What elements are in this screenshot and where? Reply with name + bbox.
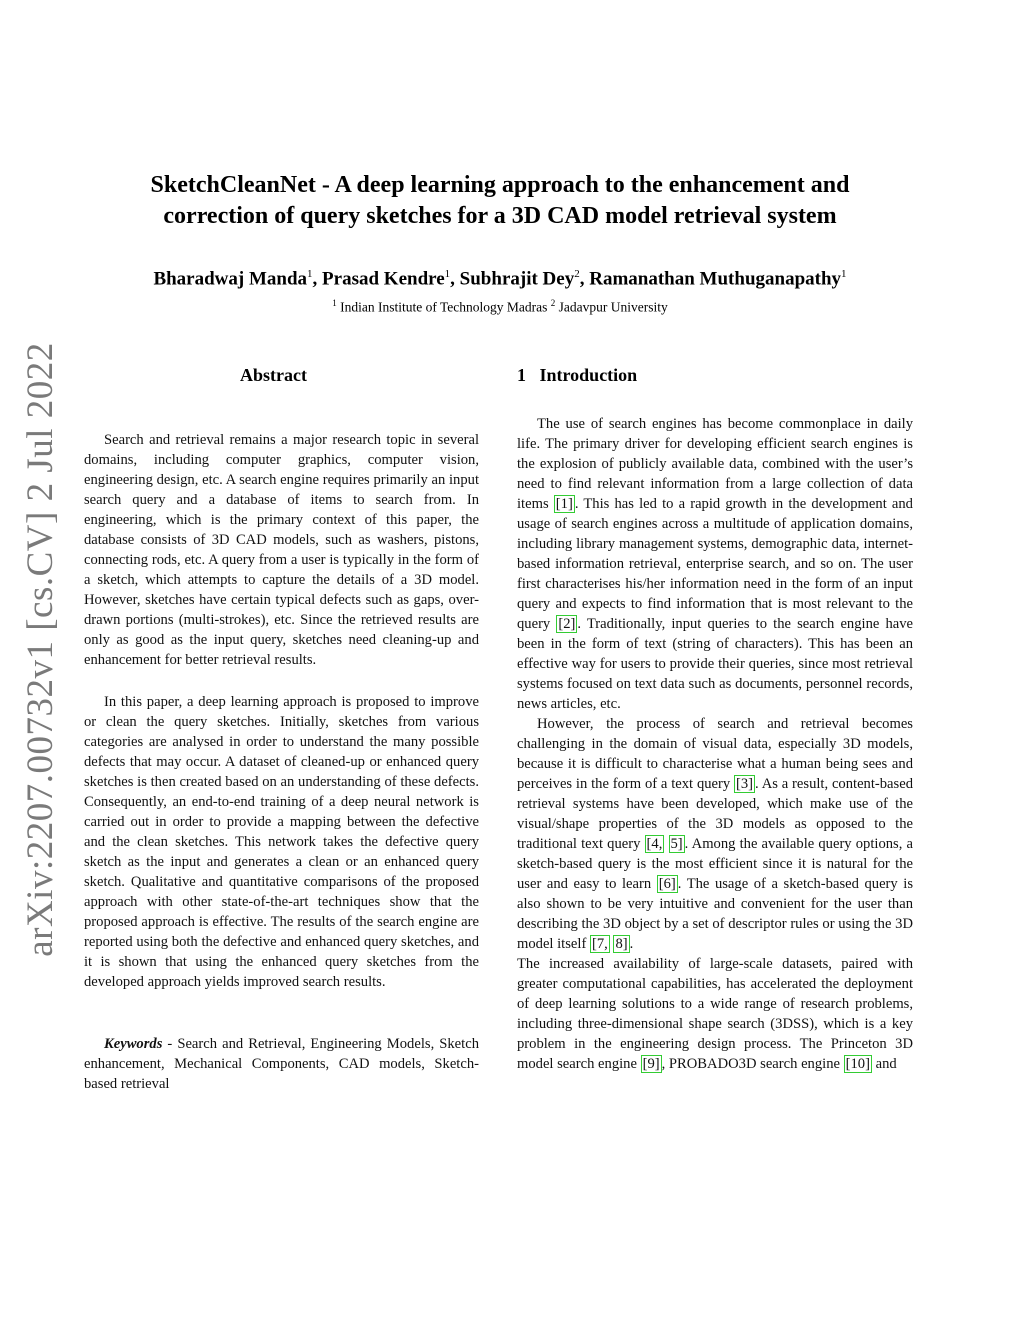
keywords	[84, 1034, 479, 1094]
citation-link[interactable]: [10]	[845, 1056, 870, 1072]
affiliation-1: Indian Institute of Technology Madras	[340, 299, 548, 315]
author-separator: ,	[312, 268, 323, 290]
section-title: Introduction	[539, 365, 638, 385]
intro-paragraph-2: However, the process of search and retrieval becomes challenging in the domain of visual data, especially 3D models, because it is difficult to characterise what a human being sees and perceives in the form of a text query [3] . As a result, content-based retrieval systems have been developed, which make use of the visual/shape properties of the 3D models as opposed to the traditional text query [4, 5] . Among the available query options, a sketch-based query is the most efficient since it is natural for the user and easy to learn [6] . The usage of a sketch-based query is also shown to be very intuitive and convenient for the user than describing the 3D object by a set of descriptor rules or using the 3D model itself [7, 8] .	[517, 716, 914, 952]
citation-link[interactable]: [1]	[555, 496, 573, 512]
abstract-paragraph-1: Search and retrieval remains a major research topic in several domains, including computer graphics, computer vision, engineering design, etc. A search engine requires primarily an input search query and a database of items to search from. In engineering, which is the primary context of this paper, the database consists of 3D CAD models, such as washers, pistons, connecting rods, etc. A query from a user is typically in the form of a sketch, which attempts to capture the details of a 3D model. However, sketches have certain typical defects such as gaps, over-drawn portions (multi-strokes), etc. Since the retrieved results are only as good as the input query, sketches need cleaning-up and enhancement for better retrieval results.	[84, 432, 479, 668]
section-number: 1	[517, 365, 526, 385]
introduction-body	[517, 414, 913, 1074]
citation-link[interactable]: [2]	[558, 616, 576, 632]
citation-link[interactable]: [6]	[658, 876, 676, 892]
citation-link[interactable]: [9]	[642, 1056, 660, 1072]
author-name: Bharadwaj Manda	[153, 268, 308, 290]
intro-paragraph-3: The increased availability of large-scale datasets, paired with greater computational capabilities, has accelerated the deployment of deep learning solutions to a wide range of research problems, including three-dimensional shape search (3DSS), which is a key problem in the engineering design process. The Princeton 3D model search engine [9] , PROBADO3D search engine [10] and	[517, 956, 913, 1072]
citation-link[interactable]: [7,	[591, 936, 608, 952]
arxiv-stamp-text: arXiv:2207.00732v1 [cs.CV] 2 Jul 2022	[19, 342, 61, 957]
author-affil-marker: 1	[307, 268, 313, 280]
citation-link[interactable]: [4,	[646, 836, 663, 852]
arxiv-stamp	[16, 342, 64, 957]
keywords-text: - Search and Retrieval, Engineering Models, Sketch enhancement, Mechanical Components, CAD models, Sketch-based retrieval	[84, 1036, 479, 1092]
author-name: Subhrajit Dey	[459, 268, 575, 290]
citation-link[interactable]: [3]	[736, 776, 754, 792]
paper-title	[60, 170, 940, 232]
title-line-2: correction of query sketches for a 3D CAD model retrieval system	[163, 203, 837, 229]
author-affil-marker: 2	[574, 268, 580, 280]
author-separator: ,	[450, 268, 460, 290]
affiliations	[100, 298, 900, 316]
abstract-body	[84, 430, 479, 1094]
author-affil-marker: 1	[444, 268, 451, 280]
citation-link[interactable]: 5]	[670, 836, 683, 852]
affil-marker-2: 2	[550, 298, 556, 308]
author-list	[40, 268, 960, 290]
author-name: Ramanathan Muthuganapathy	[589, 268, 842, 290]
author-affil-marker: 1	[841, 268, 847, 280]
affil-marker-1: 1	[332, 298, 337, 308]
abstract-paragraph-2: In this paper, a deep learning approach is proposed to improve or clean the query sketches. Initially, sketches from various categories are analysed in order to understand the many possible defects that may occur. A dataset of cleaned-up or enhanced query sketches is then created based on an understanding of these defects. Consequently, an end-to-end training of a deep neural network is carried out in order to provide a mapping between the defective and the clean sketches. This network takes the defective query sketch as the input and generates a clean or an enhanced query sketch. Qualitative and quantitative comparisons of the proposed approach with other state-of-the-art techniques show that the proposed approach is effective. The results of the search engine are reported using both the defective and enhanced query sketches, and it is shown that using the enhanced query sketches from the developed approach yields improved search results.	[84, 694, 479, 990]
introduction-heading	[517, 365, 637, 386]
author-separator: ,	[579, 268, 590, 290]
title-line-1: SketchCleanNet - A deep learning approach to the enhancement and	[150, 172, 850, 198]
keywords-label: Keywords	[104, 1036, 163, 1052]
citation-link[interactable]: 8]	[615, 936, 628, 952]
affiliation-2: Jadavpur University	[558, 299, 668, 315]
abstract-heading: Abstract	[240, 365, 307, 385]
intro-paragraph-1: The use of search engines has become commonplace in daily life. The primary driver for developing efficient search engines is the explosion of publicly available data, combined with the user’s need to find relevant information from a large collection of data items [1] . This has led to a rapid growth in the development and usage of search engines across a multitude of application domains, including library management systems, demographic data, internet-based information retrieval, enterprise search, and so on. The user first characterises his/her information need in the form of an input query and expects to find information that is most relevant to the query [2] . Traditionally, input queries to the search engine have been in the form of text (string of characters). This has been an effective way for users to provide their queries, since most retrieval systems focused on text data such as documents, personnel records, news articles, etc.	[517, 416, 913, 712]
author-name: Prasad Kendre	[322, 268, 445, 290]
